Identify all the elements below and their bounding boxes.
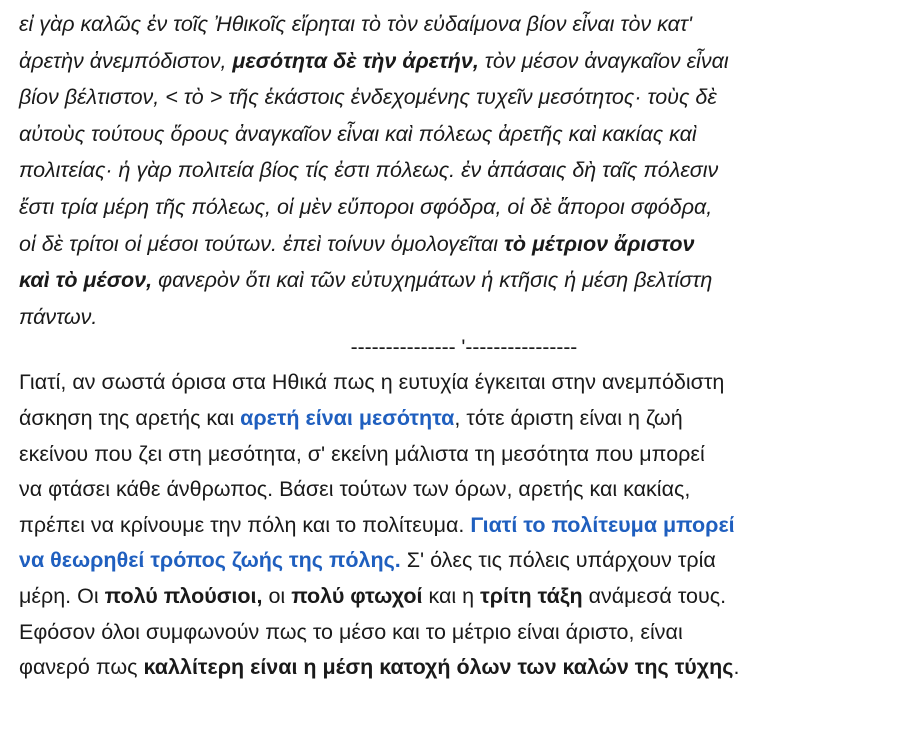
modern-text: εκείνου που ζει στη μεσότητα, σ' εκείνη μάλιστα τη μεσότητα που μπορεί bbox=[19, 441, 705, 466]
greek-bold-phrase: μεσότητα δὲ τὴν ἀρετήν, bbox=[232, 48, 479, 73]
modern-text: πρέπει να κρίνουμε την πόλη και το πολίτευμα. bbox=[19, 512, 465, 537]
modern-line-1 bbox=[19, 365, 899, 401]
modern-line-4 bbox=[19, 472, 899, 508]
modern-text: ανάμεσά τους. bbox=[582, 583, 727, 608]
modern-line-9 bbox=[19, 650, 899, 686]
greek-line-9 bbox=[19, 299, 899, 336]
greek-line-6 bbox=[19, 189, 899, 226]
greek-text: πολιτείας· ἡ γὰρ πολιτεία βίος τίς ἐστι πόλεως. ἐν ἁπάσαις δὴ ταῖς πόλεσιν bbox=[19, 158, 719, 183]
greek-text: εἰ γὰρ καλῶς ἐν τοῖς Ἠθικοῖς εἴρηται τὸ τὸν εὐδαίμονα βίον εἶναι τὸν κατ' bbox=[19, 12, 693, 36]
greek-text: τὸν μέσον ἀναγκαῖον εἶναι bbox=[484, 48, 729, 73]
greek-text: βίον βέλτιστον, < τὸ > τῆς ἑκάστοις ἐνδεχομένης τυχεῖν μεσότητος· τοὺς δὲ bbox=[19, 85, 717, 110]
greek-text: πάντων. bbox=[19, 304, 98, 329]
greek-line-1 bbox=[19, 6, 899, 43]
greek-bold-phrase: τὸ μέτριον ἄριστον bbox=[504, 231, 695, 256]
modern-line-5 bbox=[19, 508, 899, 544]
document-body bbox=[19, 6, 899, 686]
greek-text: αὐτοὺς τούτους ὅρους ἀναγκαῖον εἶναι καὶ πόλεως ἀρετῆς καὶ κακίας καὶ bbox=[19, 121, 697, 146]
blue-highlight-phrase: να θεωρηθεί τρόπος ζωής της πόλης. bbox=[19, 548, 401, 573]
modern-text: , τότε άριστη είναι η ζωή bbox=[454, 405, 683, 430]
modern-text: και η bbox=[422, 583, 475, 608]
greek-line-3 bbox=[19, 79, 899, 116]
greek-line-5 bbox=[19, 152, 899, 189]
modern-text: να φτάσει κάθε άνθρωπος. Βάσει τούτων των όρων, αρετής και κακίας, bbox=[19, 477, 691, 502]
greek-line-8 bbox=[19, 262, 899, 299]
modern-line-7 bbox=[19, 579, 899, 615]
modern-text: φανερό πως bbox=[19, 655, 138, 680]
modern-text: Σ' όλες τις πόλεις υπάρχουν τρία bbox=[400, 548, 716, 573]
greek-line-4 bbox=[19, 116, 899, 153]
greek-line-2 bbox=[19, 43, 899, 80]
modern-greek-translation bbox=[19, 365, 899, 685]
greek-text: οἱ δὲ τρίτοι οἱ μέσοι τούτων. ἐπεὶ τοίνυν ὁμολογεῖται bbox=[19, 231, 499, 256]
modern-text: Εφόσον όλοι συμφωνούν πως το μέσο και το μέτριο είναι άριστο, είναι bbox=[19, 619, 683, 644]
greek-line-7 bbox=[19, 226, 899, 263]
bold-phrase: καλλίτερη είναι η μέση κατοχή όλων των καλών της τύχης bbox=[143, 655, 734, 680]
modern-text: οι bbox=[262, 583, 286, 608]
greek-bold-phrase: καὶ τὸ μέσον, bbox=[19, 268, 153, 293]
bold-phrase: τρίτη τάξη bbox=[480, 583, 583, 608]
blue-highlight-phrase: Γιατί το πολίτευμα μπορεί bbox=[470, 512, 735, 537]
modern-text: Γιατί, αν σωστά όρισα στα Ηθικά πως η ευτυχία έγκειται στην ανεμπόδιστη bbox=[19, 370, 725, 395]
modern-line-6 bbox=[19, 543, 899, 579]
modern-line-2 bbox=[19, 401, 899, 437]
section-separator: --------------- '---------------- bbox=[350, 336, 578, 360]
greek-text: ἀρετὴν ἀνεμπόδιστον, bbox=[19, 48, 227, 73]
bold-phrase: πολύ πλούσιοι, bbox=[104, 583, 263, 608]
modern-text: . bbox=[733, 655, 740, 680]
greek-text: ἔστι τρία μέρη τῆς πόλεως, οἱ μὲν εὔποροι σφόδρα, οἱ δὲ ἄποροι σφόδρα, bbox=[19, 194, 713, 219]
modern-text: άσκηση της αρετής και bbox=[19, 405, 235, 430]
modern-line-8 bbox=[19, 615, 899, 651]
modern-line-3 bbox=[19, 437, 899, 473]
bold-phrase: πολύ φτωχοί bbox=[291, 583, 423, 608]
modern-text: μέρη. Οι bbox=[19, 583, 99, 608]
greek-text: φανερὸν ὅτι καὶ τῶν εὐτυχημάτων ἡ κτῆσις ἡ μέση βελτίστη bbox=[158, 268, 713, 293]
blue-highlight-phrase: αρετή είναι μεσότητα bbox=[240, 405, 455, 430]
ancient-greek-passage bbox=[19, 6, 899, 335]
